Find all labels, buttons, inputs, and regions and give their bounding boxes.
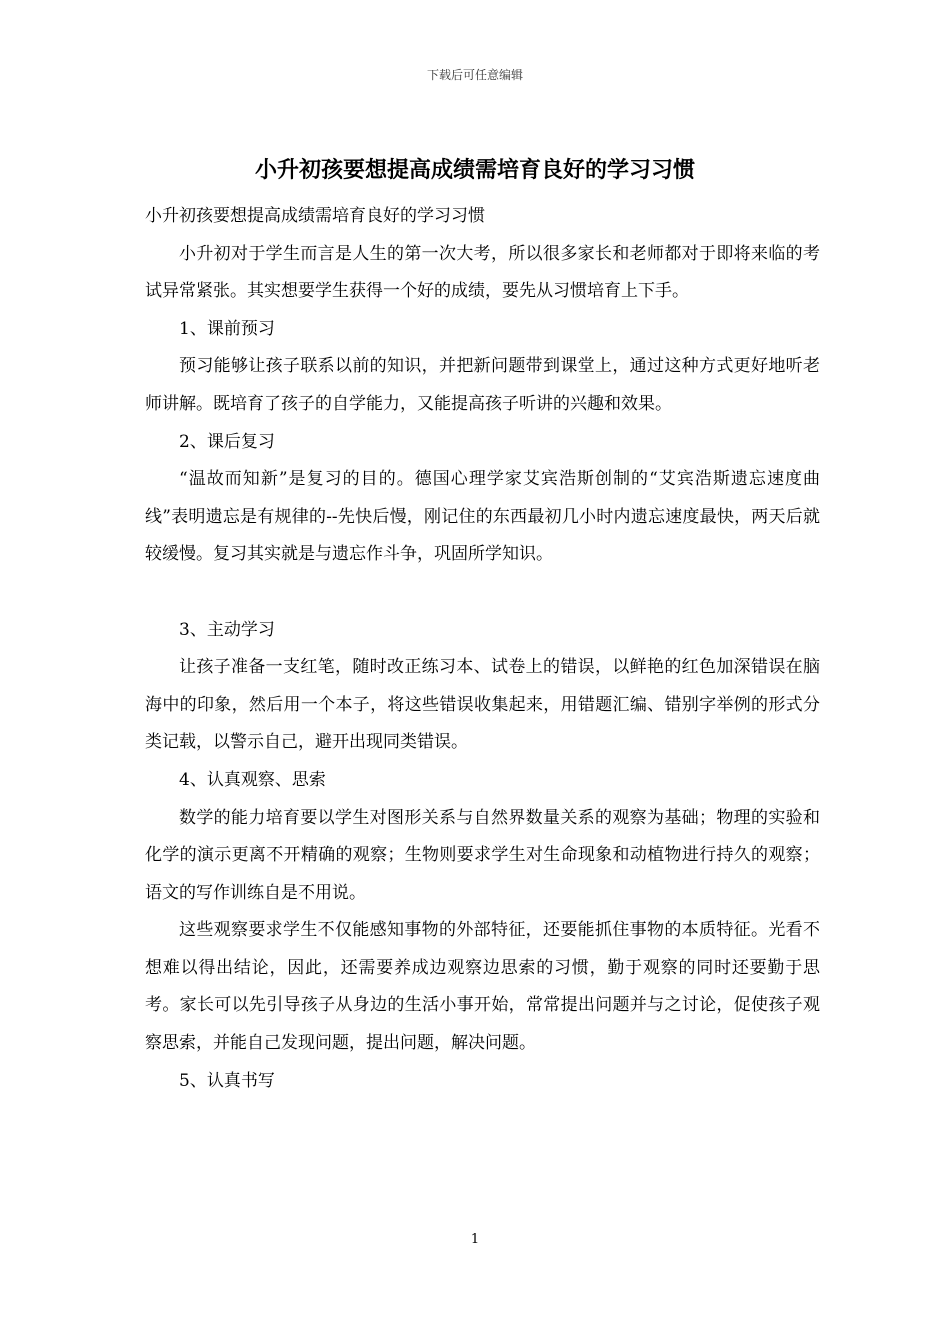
header-note: 下载后可任意编辑 xyxy=(426,68,523,82)
blank-line xyxy=(145,574,820,612)
section-heading-3: 3、主动学习 xyxy=(179,619,275,640)
section-4-paragraph-2: 这些观察要求学生不仅能感知事物的外部特征，还要能抓住事物的本质特征。光看不想难以得出结论，因此，还需要养成边观察边思索的习惯，勤于观察的同时还要勤于思考。家长可以先引导孩子从身边的生活小事开始，常常提出问题并与之讨论，促使孩子观察思索，并能自己发现问题，提出问题，解决问题。 xyxy=(145,920,820,1054)
section-heading-2: 2、课后复习 xyxy=(179,431,275,452)
section-heading-5: 5、认真书写 xyxy=(179,1070,275,1091)
section-3-paragraph-1: 让孩子准备一支红笔，随时改正练习本、试卷上的错误，以鲜艳的红色加深错误在脑海中的印象，然后用一个本子，将这些错误收集起来，用错题汇编、错别字举例的形式分类记载，以警示自己，避开出现同类错误。 xyxy=(145,657,820,753)
document-body xyxy=(145,198,820,1100)
section-heading-4: 4、认真观察、思索 xyxy=(179,769,326,790)
section-4-paragraph-1: 数学的能力培育要以学生对图形关系与自然界数量关系的观察为基础；物理的实验和化学的演示更离不开精确的观察；生物则要求学生对生命现象和动植物进行持久的观察；语文的写作训练自是不用说。 xyxy=(145,807,820,903)
document-title: 小升初孩要想提高成绩需培育良好的学习习惯 xyxy=(254,157,695,183)
section-2-paragraph-1: “温故而知新”是复习的目的。德国心理学家艾宾浩斯创制的“艾宾浩斯遗忘速度曲线”表明遗忘是有规律的--先快后慢，刚记住的东西最初几小时内遗忘速度最快，两天后就较缓慢。复习其实就是与遗忘作斗争，巩固所学知识。 xyxy=(145,469,820,565)
section-1-paragraph-1: 预习能够让孩子联系以前的知识，并把新问题带到课堂上，通过这种方式更好地听老师讲解。既培育了孩子的自学能力，又能提高孩子听讲的兴趣和效果。 xyxy=(145,356,820,414)
section-heading-1: 1、课前预习 xyxy=(179,318,275,339)
page-number: 1 xyxy=(470,1232,480,1247)
document-subtitle: 小升初孩要想提高成绩需培育良好的学习习惯 xyxy=(145,206,485,226)
intro-paragraph: 小升初对于学生而言是人生的第一次大考，所以很多家长和老师都对于即将来临的考试异常紧张。其实想要学生获得一个好的成绩，要先从习惯培育上下手。 xyxy=(145,243,820,302)
